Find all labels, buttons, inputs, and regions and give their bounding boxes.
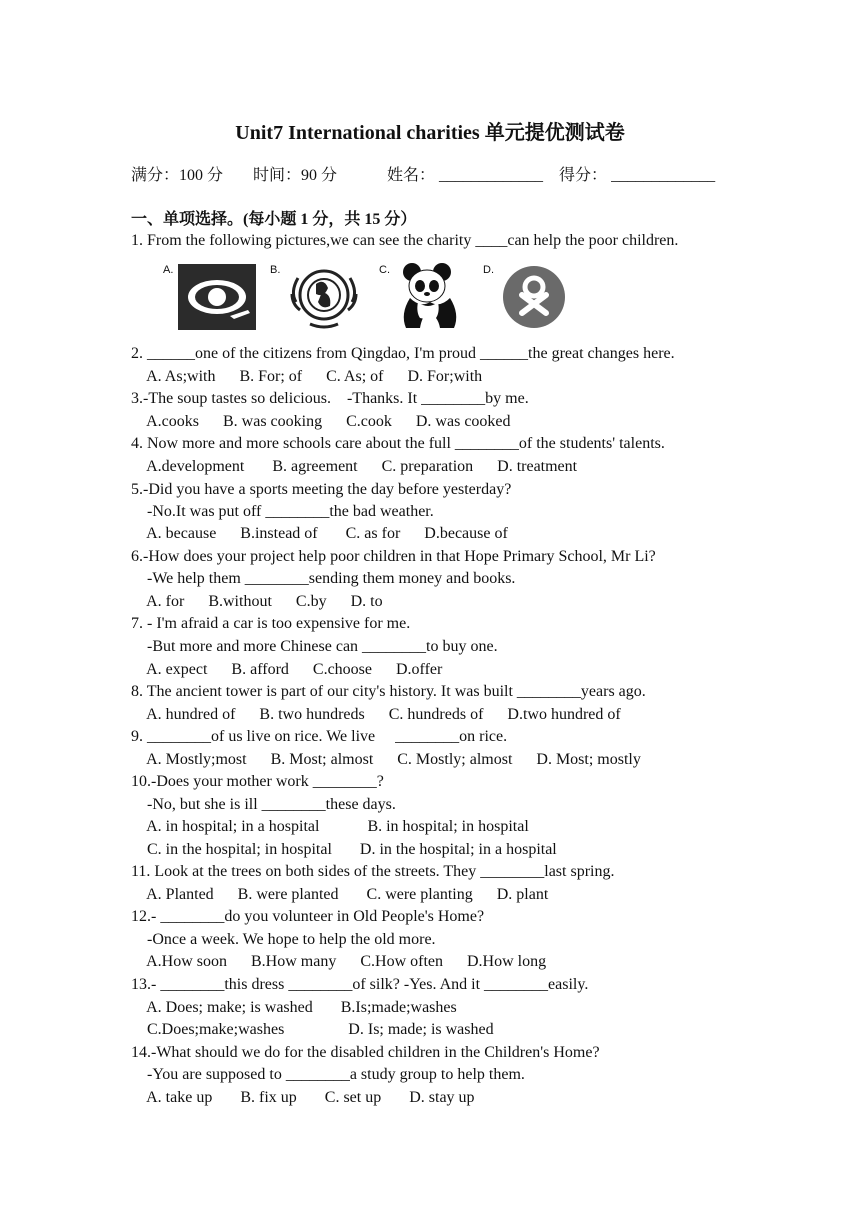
section-heading: 一、单项选择。(每小题 1 分，共 15 分） bbox=[131, 211, 417, 228]
orbis-eye-plane-logo-icon bbox=[178, 264, 256, 335]
options-line: A. As;with B. For; of C. As; of D. For;with bbox=[131, 368, 483, 385]
logo-b-label: B. bbox=[270, 264, 281, 276]
question-line: -You are supposed to ________a study group to help them. bbox=[131, 1066, 525, 1083]
question-line: 10.-Does your mother work ________? bbox=[131, 773, 384, 790]
logo-a-label: A. bbox=[163, 264, 174, 276]
options-line: A. Planted B. were planted C. were planting D. plant bbox=[131, 886, 549, 903]
unicef-logo-icon bbox=[286, 262, 362, 335]
score-blank[interactable]: _____________ bbox=[611, 167, 716, 184]
oxfam-logo-icon bbox=[502, 265, 566, 334]
options-line: A. Mostly;most B. Most; almost C. Mostly; almost D. Most; mostly bbox=[131, 751, 641, 768]
logo-d-label: D. bbox=[483, 264, 494, 276]
options-line: C. in the hospital; in hospital D. in the hospital; in a hospital bbox=[131, 841, 557, 858]
options-line: A. expect B. afford C.choose D.offer bbox=[131, 661, 443, 678]
question-line: 4. Now more and more schools care about the full ________of the students' talents. bbox=[131, 435, 665, 452]
options-line: A.cooks B. was cooking C.cook D. was cooked bbox=[131, 413, 511, 430]
options-line: A. because B.instead of C. as for D.because of bbox=[131, 525, 508, 542]
question-line: 6.-How does your project help poor children in that Hope Primary School, Mr Li? bbox=[131, 548, 656, 565]
options-line: A. in hospital; in a hospital B. in hospital; in hospital bbox=[131, 818, 529, 835]
options-line: A. take up B. fix up C. set up D. stay up bbox=[131, 1089, 475, 1106]
options-line: A. for B.without C.by D. to bbox=[131, 593, 383, 610]
question-line: 1. From the following pictures,we can see the charity ____can help the poor children. bbox=[131, 232, 679, 249]
page-title: Unit7 International charities 单元提优测试卷 bbox=[235, 122, 625, 144]
options-line: C.Does;make;washes D. Is; made; is washed bbox=[131, 1021, 494, 1038]
options-line: A.development B. agreement C. preparation D. treatment bbox=[131, 458, 578, 475]
question-line: 9. ________of us live on rice. We live ________on rice. bbox=[131, 728, 508, 745]
question-line: 3.-The soup tastes so delicious. -Thanks. It ________by me. bbox=[131, 390, 529, 407]
time-label: 时间：90 分 bbox=[253, 167, 338, 184]
logo-c-label: C. bbox=[379, 264, 390, 276]
question-line: 12.- ________do you volunteer in Old People's Home? bbox=[131, 908, 485, 925]
question-line: -No, but she is ill ________these days. bbox=[131, 796, 396, 813]
question-line: -We help them ________sending them money and books. bbox=[131, 570, 516, 587]
question-line: -Once a week. We hope to help the old more. bbox=[131, 931, 436, 948]
question-line: 11. Look at the trees on both sides of the streets. They ________last spring. bbox=[131, 863, 615, 880]
name-label: 姓名： bbox=[387, 167, 436, 184]
options-line: A. hundred of B. two hundreds C. hundreds of D.two hundred of bbox=[131, 706, 621, 723]
question-line: 2. ______one of the citizens from Qingdao, I'm proud ______the great changes here. bbox=[131, 345, 675, 362]
question-line: -No.It was put off ________the bad weather. bbox=[131, 503, 434, 520]
full-score-label: 满分：100 分 bbox=[131, 167, 224, 184]
question-line: 5.-Did you have a sports meeting the day before yesterday? bbox=[131, 481, 512, 498]
question-line: 13.- ________this dress ________of silk? -Yes. And it ________easily. bbox=[131, 976, 589, 993]
question-line: 8. The ancient tower is part of our city's history. It was built ________years ago. bbox=[131, 683, 646, 700]
options-line: A.How soon B.How many C.How often D.How long bbox=[131, 953, 547, 970]
options-line: A. Does; make; is washed B.Is;made;washes bbox=[131, 999, 457, 1016]
question-line: 14.-What should we do for the disabled children in the Children's Home? bbox=[131, 1044, 600, 1061]
question-line: -But more and more Chinese can ________to buy one. bbox=[131, 638, 498, 655]
exam-info-row bbox=[131, 162, 715, 185]
question-line: 7. - I'm afraid a car is too expensive for me. bbox=[131, 615, 411, 632]
wwf-panda-logo-icon bbox=[396, 262, 466, 335]
name-blank[interactable]: _____________ bbox=[439, 167, 544, 184]
score-label: 得分： bbox=[559, 167, 608, 184]
